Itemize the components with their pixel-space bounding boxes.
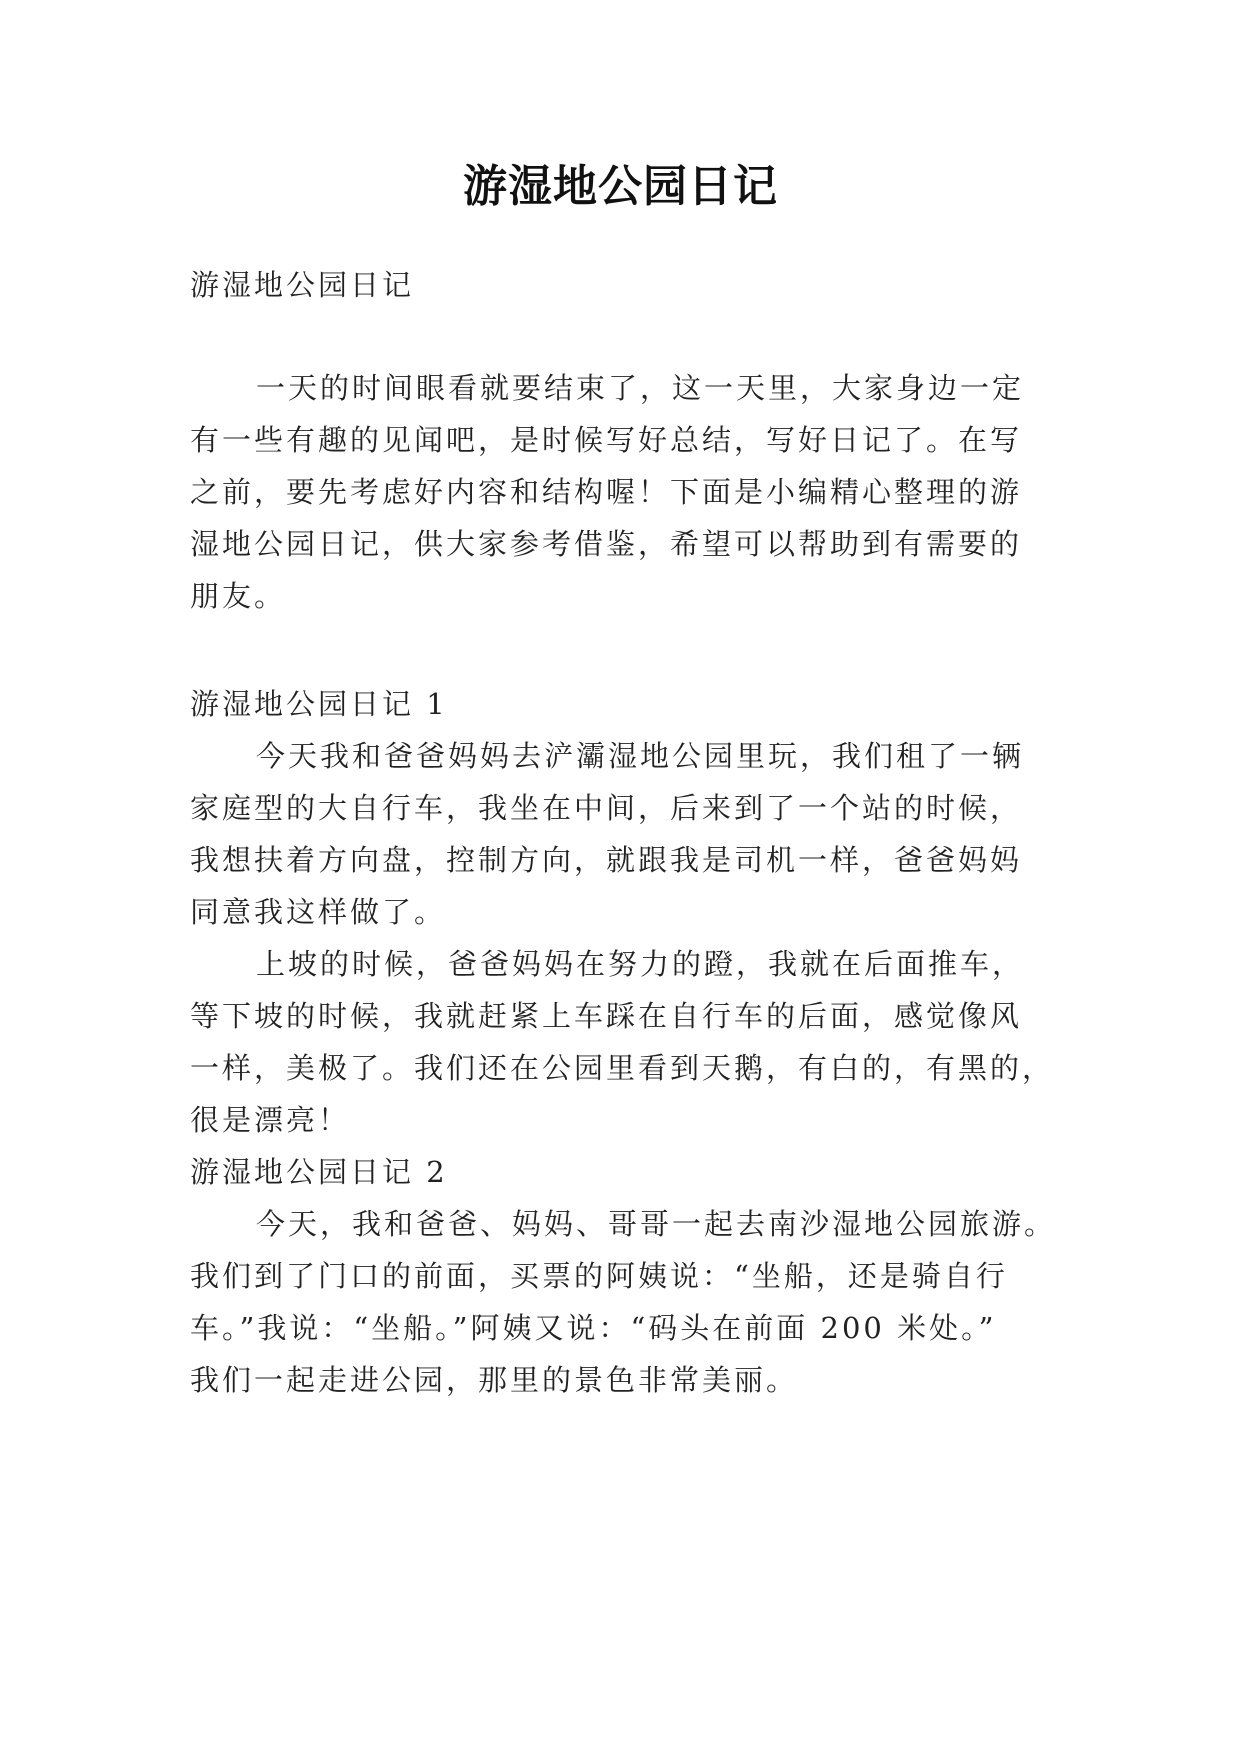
intro-line-1: 一天的时间眼看就要结束了，这一天里，大家身边一定 — [256, 371, 1025, 405]
section-1-p2-line-4: 很是漂亮！ — [190, 1103, 351, 1137]
section-1-p1-line-3: 我想扶着方向盘，控制方向，就跟我是司机一样，爸爸妈妈 — [190, 843, 1023, 877]
intro-line-2: 有一些有趣的见闻吧，是时候写好总结，写好日记了。在写 — [190, 423, 1023, 457]
intro-line-3: 之前，要先考虑好内容和结构喔！下面是小编精心整理的游 — [190, 475, 1023, 509]
intro-line-5: 朋友。 — [190, 579, 287, 613]
section-1-p1-line-4: 同意我这样做了。 — [190, 895, 447, 929]
section-1-p1-line-2: 家庭型的大自行车，我坐在中间，后来到了一个站的时候， — [190, 791, 1023, 825]
section-2-p1-line-3: 车。”我说：“坐船。”阿姨又说：“码头在前面 200 米处。” — [190, 1311, 997, 1345]
document-title: 游湿地公园日记 — [463, 161, 778, 212]
section-2-p1-line-2: 我们到了门口的前面，买票的阿姨说：“坐船，还是骑自行 — [190, 1259, 1008, 1293]
section-1-p2-line-2: 等下坡的时候，我就赶紧上车踩在自行车的后面，感觉像风 — [190, 999, 1023, 1033]
section-2-p1-line-1: 今天，我和爸爸、妈妈、哥哥一起去南沙湿地公园旅游。 — [256, 1207, 1057, 1241]
section-1-p1-line-1: 今天我和爸爸妈妈去浐灞湿地公园里玩，我们租了一辆 — [256, 739, 1025, 773]
section-1-heading: 游湿地公园日记 1 — [190, 687, 448, 721]
section-2-p1-line-4: 我们一起走进公园，那里的景色非常美丽。 — [190, 1363, 799, 1397]
intro-line-4: 湿地公园日记，供大家参考借鉴，希望可以帮助到有需要的 — [190, 527, 1023, 561]
section-1-p2-line-3: 一样，美极了。我们还在公园里看到天鹅，有白的，有黑的， — [190, 1051, 1055, 1085]
subtitle: 游湿地公园日记 — [190, 268, 415, 302]
section-2-heading: 游湿地公园日记 2 — [190, 1155, 448, 1189]
section-1-p2-line-1: 上坡的时候，爸爸妈妈在努力的蹬，我就在后面推车， — [256, 947, 1025, 981]
